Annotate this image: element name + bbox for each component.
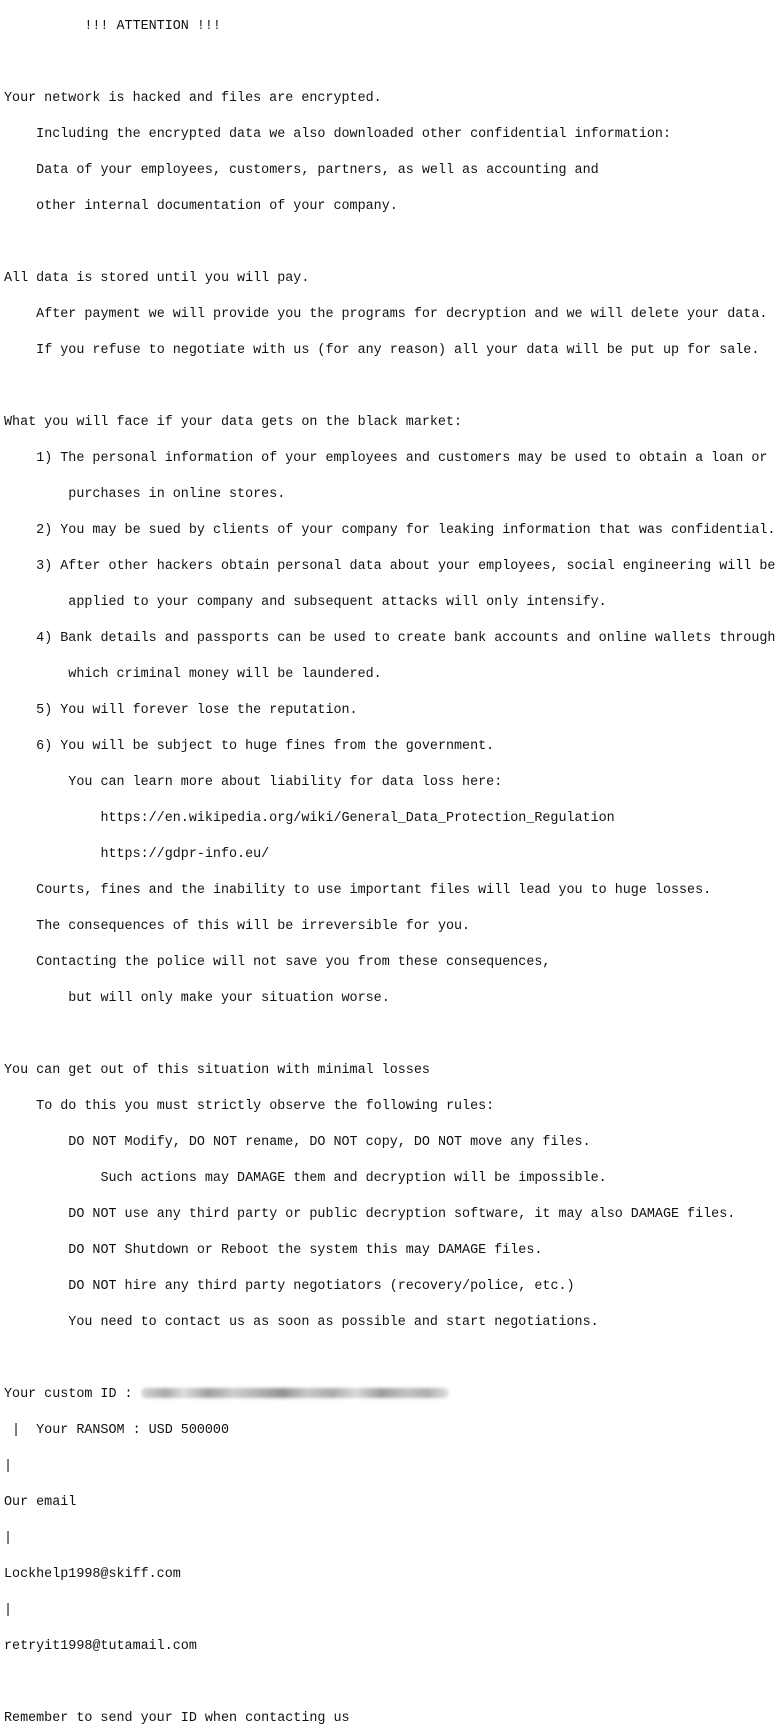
market-item-6: 6) You will be subject to huge fines from the government. [36,739,495,754]
intro-line-3: Data of your employees, customers, partners, as well as accounting and [36,163,599,178]
rules-intro: You can get out of this situation with minimal losses [4,1063,430,1078]
police-line: Contacting the police will not save you from these consequences, [36,955,551,970]
consequences-line: The consequences of this will be irreversible for you. [36,919,471,934]
ransom-amount: | Your RANSOM : USD 500000 [4,1423,229,1438]
blank-line [4,54,778,72]
note-title: !!! ATTENTION !!! [84,19,221,34]
market-item-2: 2) You may be sued by clients of your company for leaking information that was confidential. [36,523,776,538]
intro-line-2: Including the encrypted data we also downloaded other confidential information: [36,127,671,142]
market-item-1-cont: purchases in online stores. [68,487,286,502]
liability-link-1: https://en.wikipedia.org/wiki/General_Data_Protection_Regulation [100,811,615,826]
market-item-4-cont: which criminal money will be laundered. [68,667,382,682]
market-item-3-cont: applied to your company and subsequent attacks will only intensify. [68,595,607,610]
market-item-5: 5) You will forever lose the reputation. [36,703,358,718]
market-heading: What you will face if your data gets on the black market: [4,415,463,430]
blank-line [4,378,778,396]
blank-line [4,1026,778,1044]
blank-line [4,1350,778,1368]
ransom-note [4,0,778,1728]
separator-bar: | [4,1603,13,1618]
market-item-3: 3) After other hackers obtain personal data about your employees, social engineering will be [36,559,776,574]
rule-3: DO NOT Shutdown or Reboot the system this may DAMAGE files. [68,1243,543,1258]
intro-line-4: other internal documentation of your company. [36,199,398,214]
rules-heading: To do this you must strictly observe the following rules: [36,1099,495,1114]
email-address-1: Lockhelp1998@skiff.com [4,1567,181,1582]
separator-bar: | [4,1459,13,1474]
courts-line: Courts, fines and the inability to use important files will lead you to huge losses. [36,883,712,898]
rule-2: DO NOT use any third party or public decryption software, it may also DAMAGE files. [68,1207,736,1222]
separator-bar: | [4,1531,13,1546]
liability-info: You can learn more about liability for data loss here: [68,775,503,790]
police-line-cont: but will only make your situation worse. [68,991,390,1006]
storage-line-1: All data is stored until you will pay. [4,271,310,286]
market-item-4: 4) Bank details and passports can be used to create bank accounts and online wallets through [36,631,776,646]
reminder-line: Remember to send your ID when contacting us [4,1711,350,1726]
custom-id-line [4,1386,778,1404]
storage-line-2: After payment we will provide you the programs for decryption and we will delete your data. [36,307,768,322]
custom-id-label: Your custom ID : [4,1387,141,1402]
rule-5: You need to contact us as soon as possible and start negotiations. [68,1315,599,1330]
email-address-2: retryit1998@tutamail.com [4,1639,197,1654]
intro-line-1: Your network is hacked and files are encrypted. [4,91,382,106]
rule-4: DO NOT hire any third party negotiators (recovery/police, etc.) [68,1279,575,1294]
blank-line [4,1674,778,1692]
email-label: Our email [4,1495,77,1510]
storage-line-3: If you refuse to negotiate with us (for any reason) all your data will be put up for sale. [36,343,760,358]
rule-1-cont: Such actions may DAMAGE them and decryption will be impossible. [100,1171,607,1186]
market-item-1: 1) The personal information of your employees and customers may be used to obtain a loan or [36,451,768,466]
rule-1: DO NOT Modify, DO NOT rename, DO NOT copy, DO NOT move any files. [68,1135,591,1150]
liability-link-2: https://gdpr-info.eu/ [100,847,270,862]
blank-line [4,234,778,252]
redacted-id [141,1388,449,1398]
